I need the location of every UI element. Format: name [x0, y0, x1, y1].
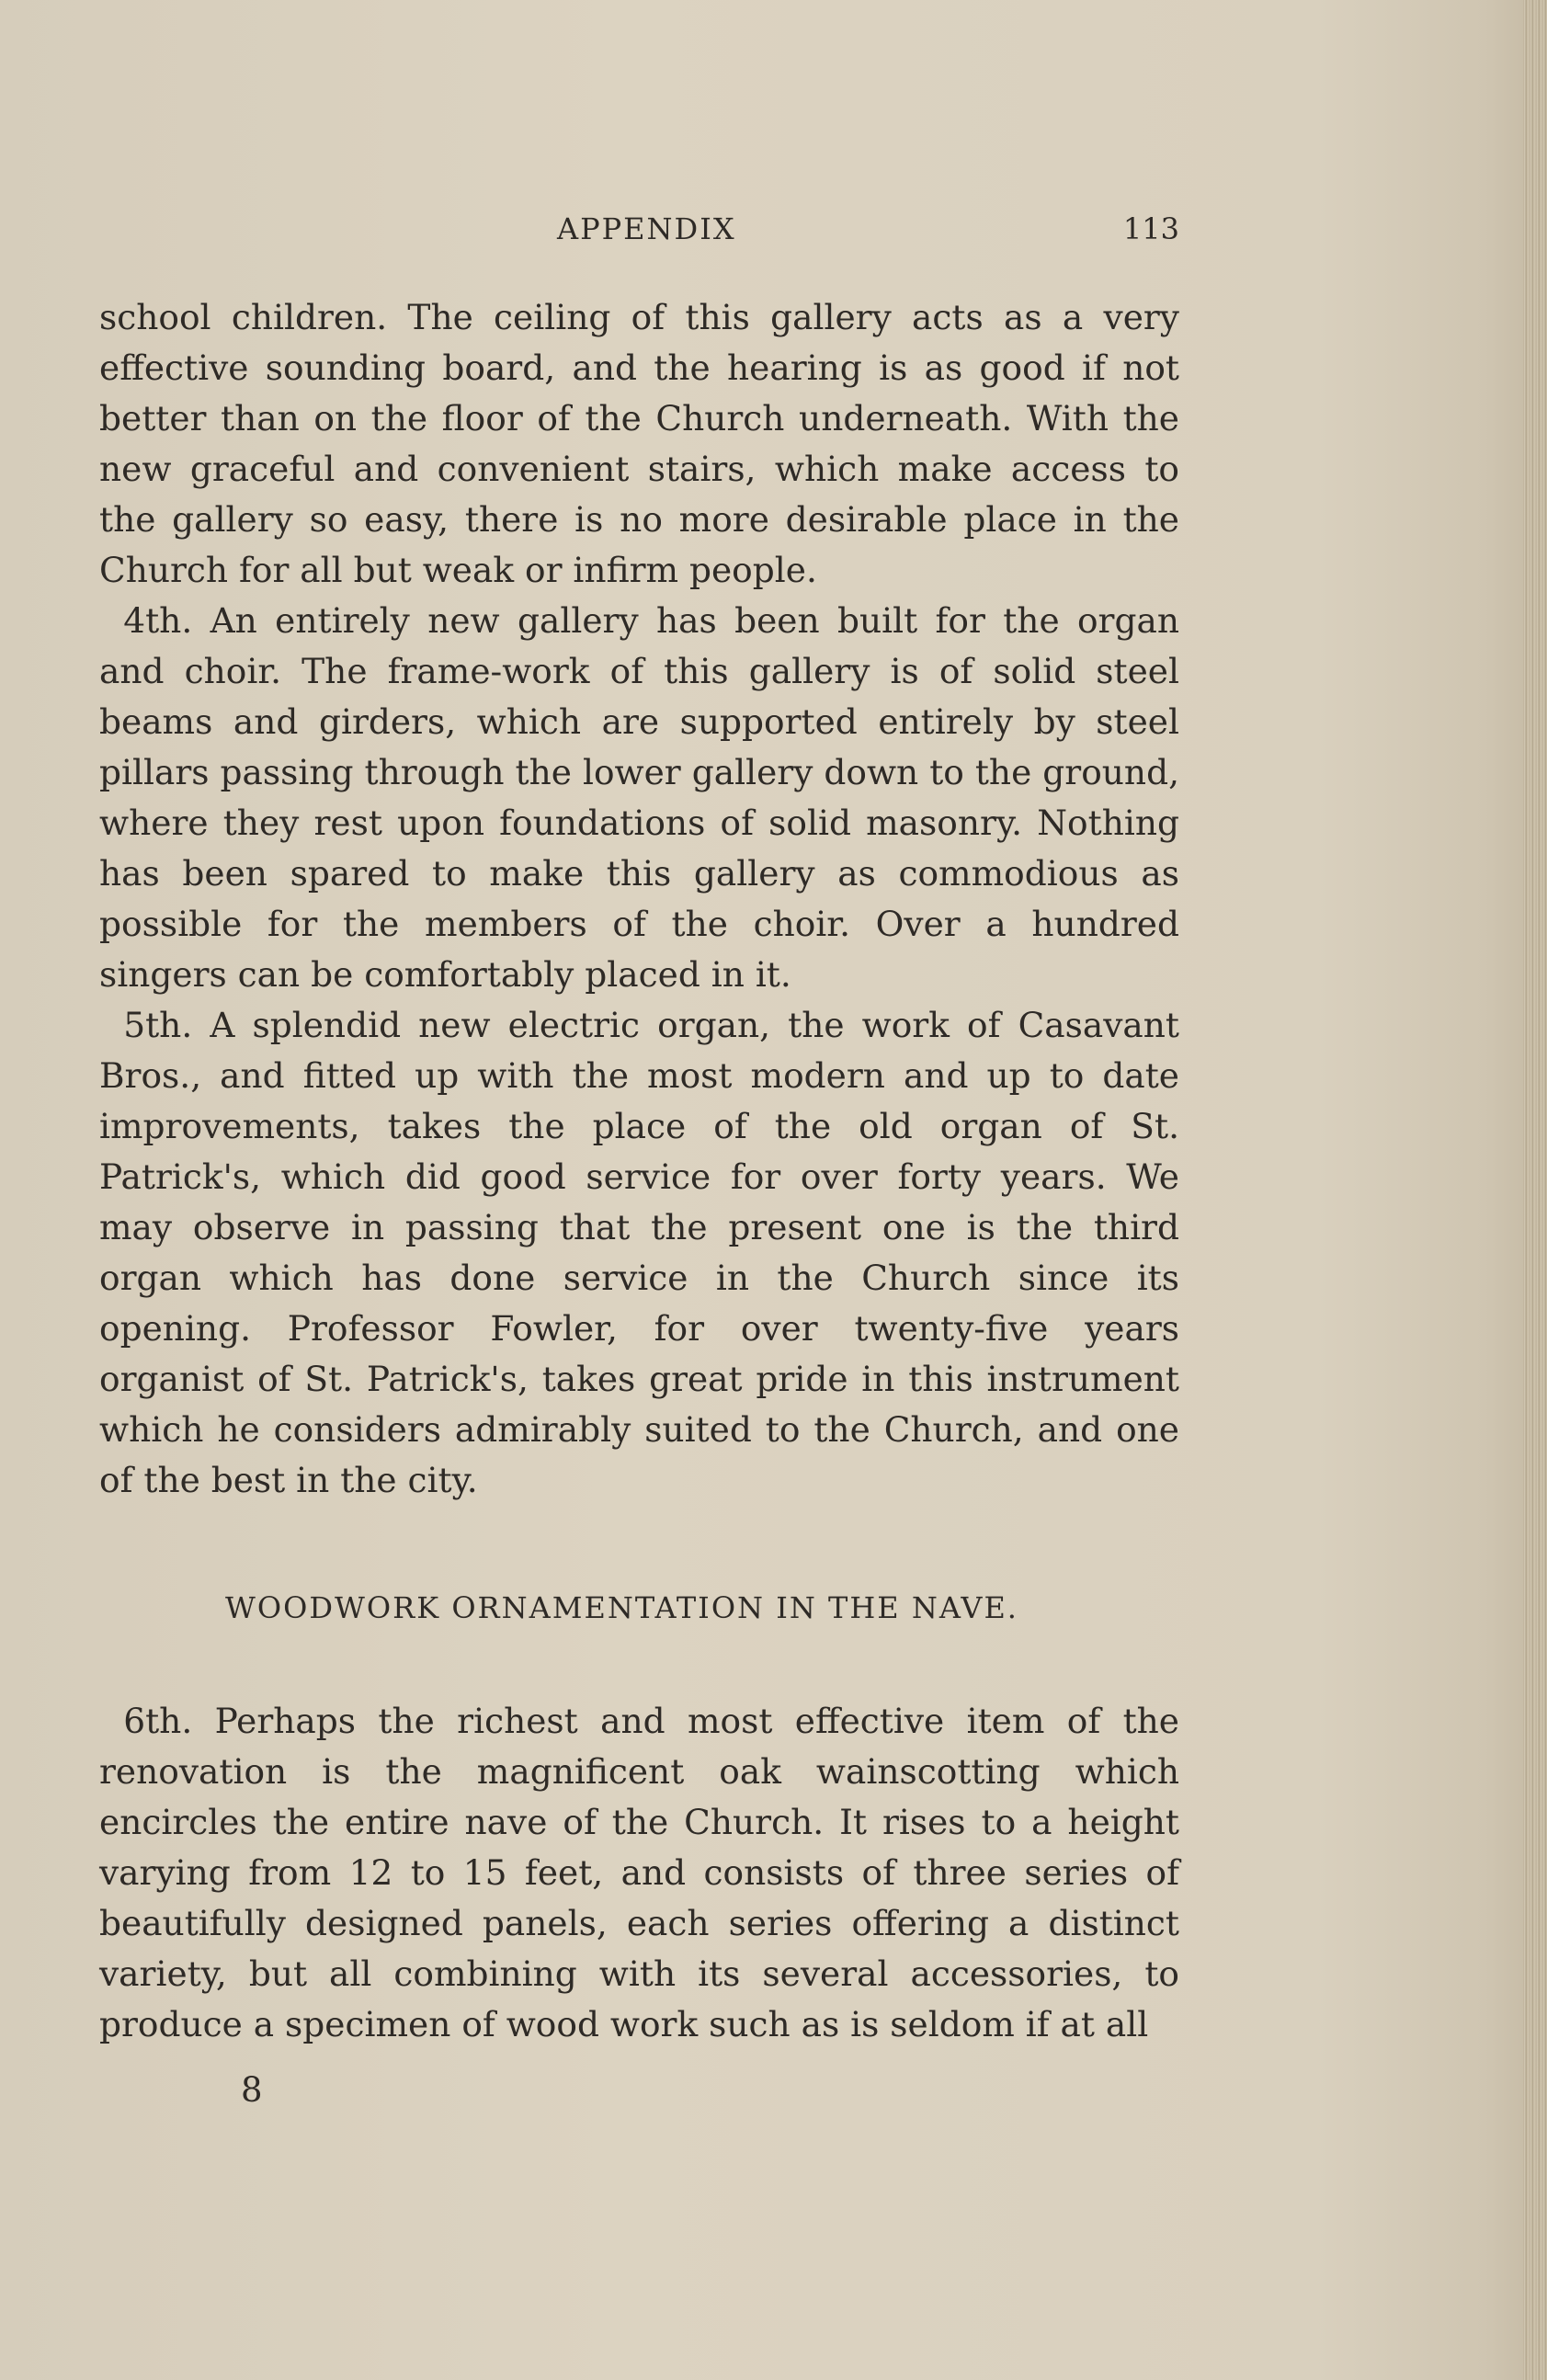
body-text-continued [99, 1696, 1179, 2050]
page-number: 113 [1122, 211, 1179, 246]
section-heading: WOODWORK ORNAMENTATION IN THE NAVE. [225, 1590, 1018, 1625]
paragraph: school children. The ceiling of this gallery acts as a very effective sounding board, and the hearing is as good if not better than on the floor of the Church underneath. With the new graceful and convenient stairs, which make access to the gallery so easy, there is no more desirable place in the Church for all but weak or infirm people. [99, 297, 1179, 590]
page-header [99, 208, 1179, 254]
paragraph: 4th. An entirely new gallery has been built for the organ and choir. The frame-work of this gallery is of solid steel beams and girders, which are supported entirely by steel pillars passing through the lower gallery down to the ground, where they rest upon foundations of solid masonry. Nothing has been spared to make this gallery as commodious as possible for the members of the choir. Over a hundred singers can be comfortably placed in it. [99, 600, 1179, 995]
page-edge [1523, 0, 1547, 2380]
signature-mark: 8 [241, 2070, 263, 2110]
paragraph: 6th. Perhaps the richest and most effective item of the renovation is the magnificent oak wainscotting which encircles the entire nave of the Church. It rises to a height varying from 12 to 15 feet, and consists of three series of beautifully designed panels, each series offering a distinct variety, but all combining with its several accessories, to produce a specimen of wood work such as is seldom if at all [99, 1701, 1179, 2044]
paragraph: 5th. A splendid new electric organ, the work of Casavant Bros., and fitted up with the most modern and up to date improvements, takes the place of the old organ of St. Patrick's, which did good service for over forty years. We may observe in passing that the present one is the third organ which has done service in the Church since its opening. Professor Fowler, for over twenty-five years organist of St. Patrick's, takes great pride in this instrument which he considers admirably suited to the Church, and one of the best in the city. [99, 1005, 1179, 1500]
running-head: APPENDIX [557, 211, 736, 246]
body-text [99, 292, 1179, 1506]
